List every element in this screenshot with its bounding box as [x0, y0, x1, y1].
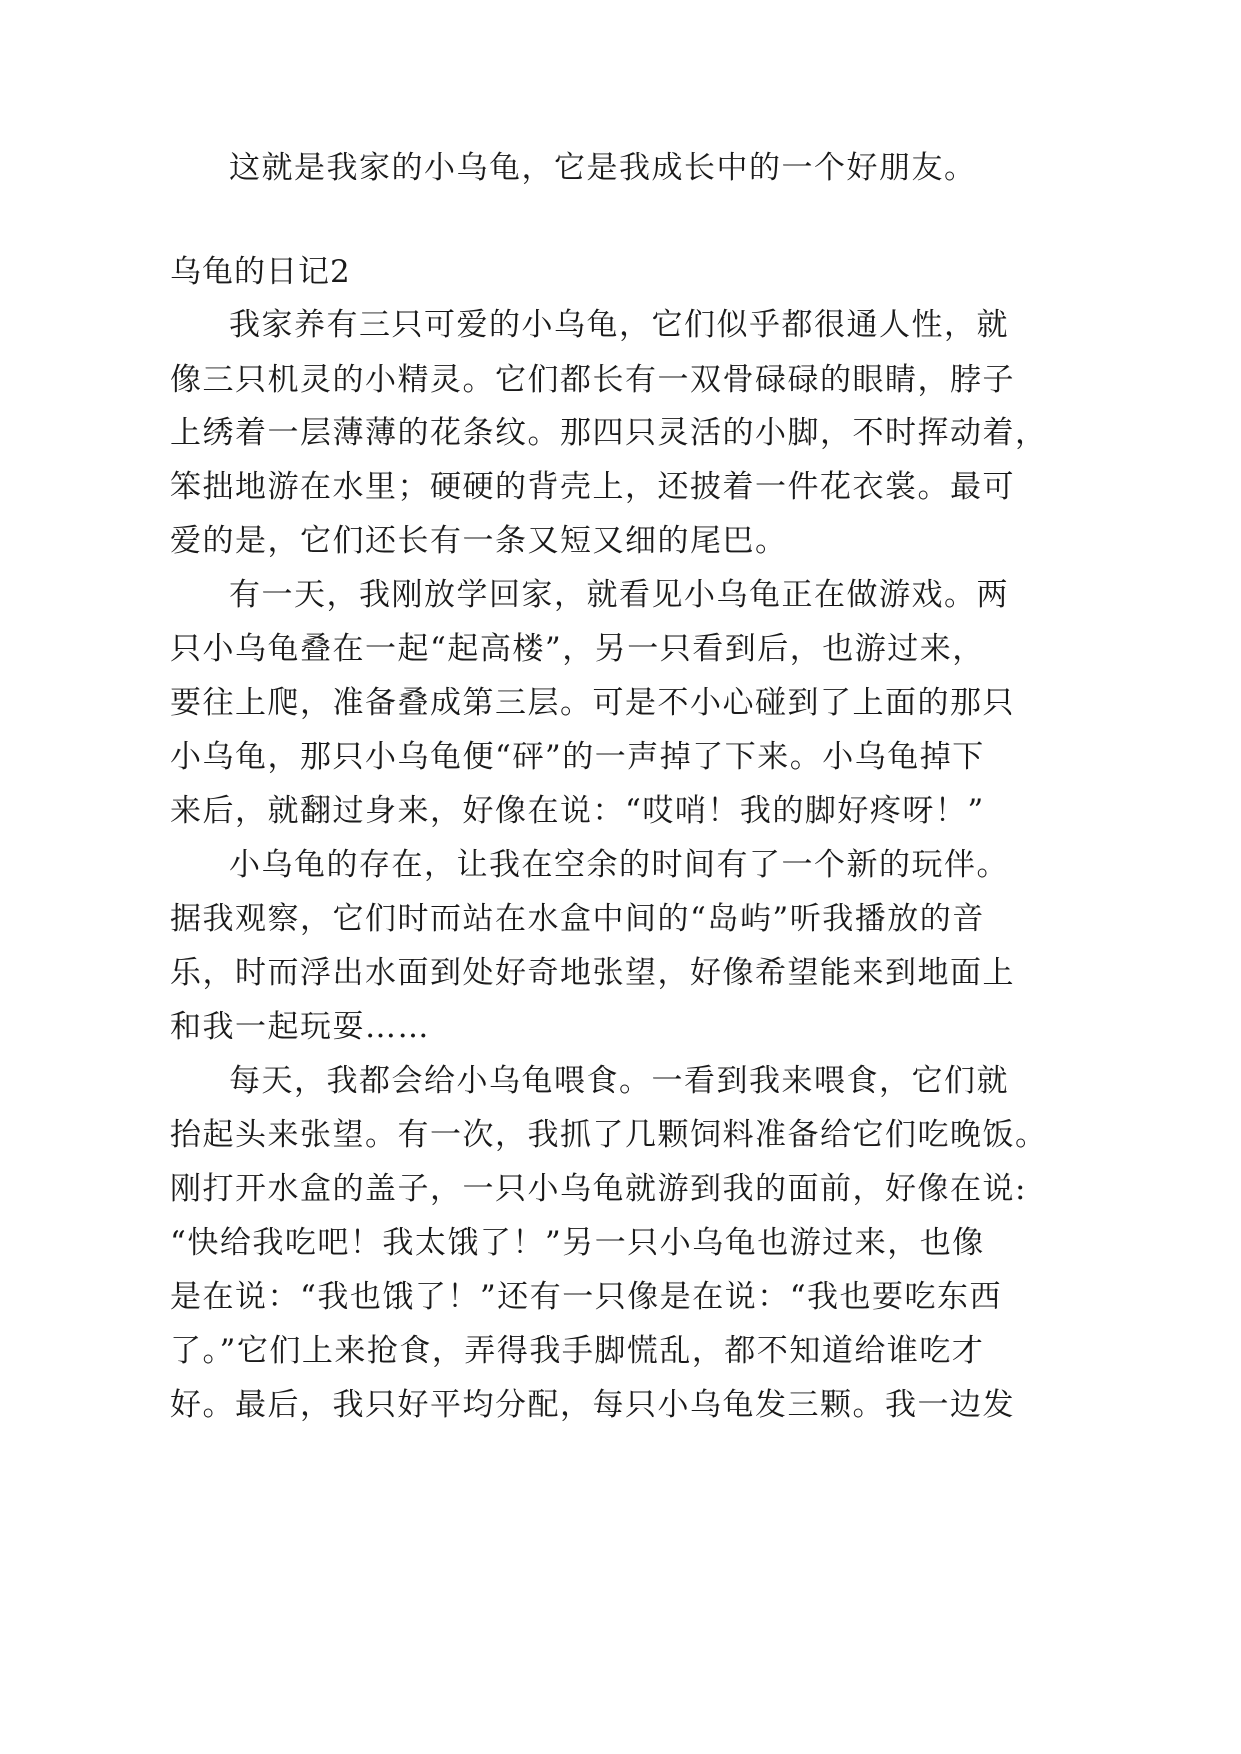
paragraph-line: 只小乌龟叠在一起“起高楼”，另一只看到后，也游过来， — [170, 631, 985, 667]
paragraph-line: 要往上爬，准备叠成第三层。可是不小心碰到了上面的那只 — [170, 685, 1015, 721]
paragraph-line: 每天，我都会给小乌龟喂食。一看到我来喂食，它们就 — [229, 1063, 1009, 1099]
paragraph-line: 我家养有三只可爱的小乌龟，它们似乎都很通人性，就 — [229, 307, 1009, 343]
paragraph-line: 了。”它们上来抢食，弄得我手脚慌乱，都不知道给谁吃才 — [170, 1333, 985, 1369]
paragraph-line: 笨拙地游在水里；硬硬的背壳上，还披着一件花衣裳。最可 — [170, 469, 1015, 505]
paragraph-line: 来后，就翻过身来，好像在说：“哎哨！我的脚好疼呀！” — [170, 793, 985, 829]
paragraph-line: 抬起头来张望。有一次，我抓了几颗饲料准备给它们吃晚饭。 — [170, 1117, 1048, 1153]
paragraph-line: 是在说：“我也饿了！”还有一只像是在说：“我也要吃东西 — [170, 1279, 1003, 1315]
paragraph-line: 小乌龟，那只小乌龟便“砰”的一声掉了下来。小乌龟掉下 — [170, 739, 985, 775]
paragraph-line: 刚打开水盒的盖子，一只小乌龟就游到我的面前，好像在说: — [170, 1171, 1027, 1207]
paragraph-line: 好。最后，我只好平均分配，每只小乌龟发三颗。我一边发 — [170, 1387, 1015, 1423]
paragraph-line: 有一天，我刚放学回家，就看见小乌龟正在做游戏。两 — [229, 577, 1009, 613]
paragraph-line: 和我一起玩耍…… — [170, 1009, 430, 1045]
paragraph-line: 上绣着一层薄薄的花条纹。那四只灵活的小脚，不时挥动着， — [170, 415, 1048, 451]
paragraph-line: 小乌龟的存在，让我在空余的时间有了一个新的玩伴。 — [229, 847, 1009, 883]
paragraph-line: “快给我吃吧！我太饿了！”另一只小乌龟也游过来，也像 — [170, 1225, 985, 1261]
intro-line: 这就是我家的小乌龟，它是我成长中的一个好朋友。 — [229, 150, 977, 186]
section-title: 乌龟的日记2 — [170, 254, 351, 290]
paragraph-line: 据我观察，它们时而站在水盒中间的“岛屿”听我播放的音 — [170, 901, 985, 937]
paragraph-line: 爱的是，它们还长有一条又短又细的尾巴。 — [170, 523, 788, 559]
paragraph-line: 像三只机灵的小精灵。它们都长有一双骨碌碌的眼睛，脖子 — [170, 362, 1015, 398]
paragraph-line: 乐，时而浮出水面到处好奇地张望，好像希望能来到地面上 — [170, 955, 1015, 991]
